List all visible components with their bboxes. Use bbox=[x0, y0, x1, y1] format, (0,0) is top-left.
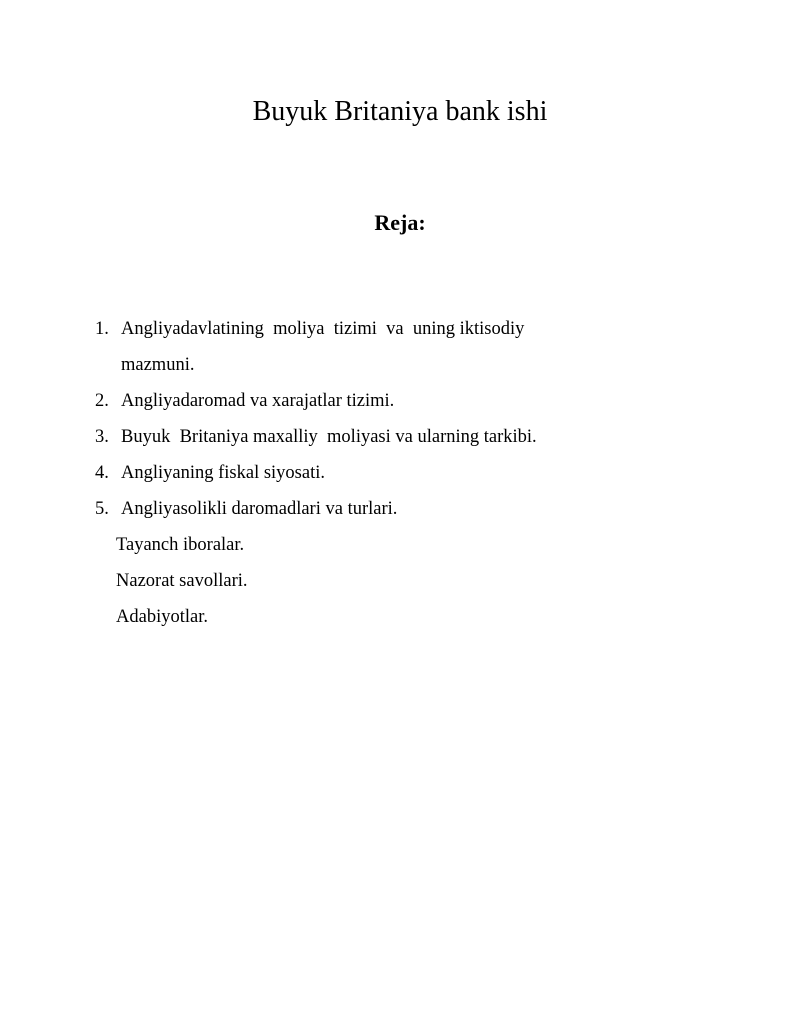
extra-section-list bbox=[116, 527, 248, 635]
plan-item-number: 3. bbox=[95, 427, 109, 447]
plan-item-text: Angliyadavlatining moliya tizimi va uning iktisodiy mazmuni. bbox=[121, 319, 529, 375]
extra-item-key-terms: Tayanch iboralar. bbox=[116, 535, 245, 555]
plan-item-number: 1. bbox=[95, 319, 109, 339]
plan-item-text: Angliyaning fiskal siyosati. bbox=[121, 463, 325, 483]
plan-item-text: Angliyasolikli daromadlari va turlari. bbox=[121, 499, 398, 519]
plan-item-3 bbox=[95, 419, 715, 455]
plan-item-4 bbox=[95, 455, 715, 491]
document-title: Buyuk Britaniya bank ishi bbox=[252, 96, 548, 127]
plan-heading: Reja: bbox=[374, 210, 426, 235]
plan-item-text: Angliyadaromad va xarajatlar tizimi. bbox=[121, 391, 395, 411]
plan-item-text: Buyuk Britaniya maxalliy moliyasi va ularning tarkibi. bbox=[121, 427, 537, 447]
extra-item-review-questions: Nazorat savollari. bbox=[116, 571, 248, 591]
plan-item-2 bbox=[95, 383, 715, 419]
plan-item-number: 4. bbox=[95, 463, 109, 483]
plan-item-number: 2. bbox=[95, 391, 109, 411]
plan-item-1 bbox=[95, 311, 715, 383]
plan-item-5 bbox=[95, 491, 715, 527]
plan-list bbox=[95, 311, 715, 527]
extra-item-references: Adabiyotlar. bbox=[116, 607, 208, 627]
plan-item-number: 5. bbox=[95, 499, 109, 519]
